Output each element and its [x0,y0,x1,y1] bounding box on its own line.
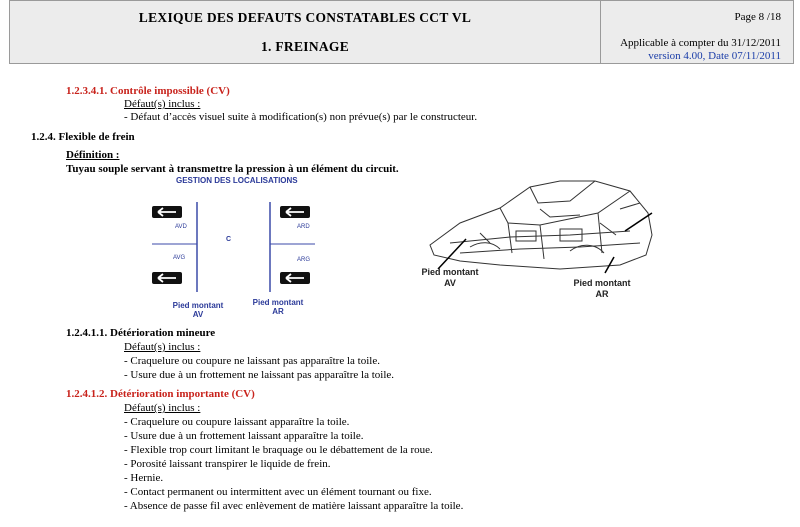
label-avd: AVD [175,224,187,230]
car-pied-montant-av-label: Pied montant AV [421,267,479,288]
list-item: - Absence de passe fil avec enlèvement de matière laissant apparaître la toile. [124,500,464,512]
list-item: - Porosité laissant transpirer le liquide de frein. [124,458,331,470]
list-item: - Craquelure ou coupure ne laissant pas apparaître la toile. [124,355,380,367]
label-avg: AVG [173,255,186,261]
list-item: - Flexible trop court limitant le braquage ou le débattement de la roue. [124,444,433,456]
document-title: LEXIQUE DES DEFAUTS CONSTATABLES CCT VL [138,10,472,25]
heading-124: 1.2.4. Flexible de frein [31,131,135,143]
pied-montant-av-label: Pied montant AV [172,301,224,319]
list-item: - Usure due à un frottement ne laissant pas apparaître la toile. [124,369,395,381]
wheel-ar-top [280,206,310,218]
car-pied-montant-ar-label: Pied montant AR [573,278,631,299]
wheel-position-diagram [140,192,340,312]
list-item: - Craquelure ou coupure laissant apparaître la toile. [124,416,350,428]
label-center: C [226,236,232,243]
definition-label: Définition : [66,149,120,161]
label-ard: ARD [297,224,310,230]
pied-montant-ar-label: Pied montant AR [252,298,304,316]
list-item: - Défaut d’accès visuel suite à modification(s) non prévue(s) par le constructeur. [124,111,478,123]
definition-text: Tuyau souple servant à transmettre la pression à un élément du circuit. [66,163,399,175]
defauts-label-12412: Défaut(s) inclus : [124,402,201,414]
wheel-av-bottom [152,272,182,284]
defauts-label-12411: Défaut(s) inclus : [124,341,201,353]
diagram-title: GESTION DES LOCALISATIONS [176,176,298,185]
defauts-label-12341: Défaut(s) inclus : [124,98,201,110]
page-number: Page 8 /18 [734,11,781,23]
list-item: - Usure due à un frottement laissant apparaître la toile. [124,430,364,442]
document-header [9,0,794,64]
applicable-date: Applicable à compter du 31/12/2011 [620,37,781,49]
heading-12411: 1.2.4.1.1. Détérioration mineure [66,327,216,339]
list-item: - Hernie. [124,472,164,484]
heading-12341: 1.2.3.4.1. Contrôle impossible (CV) [66,85,230,97]
label-arg: ARG [297,257,311,263]
wheel-av-top [152,206,182,218]
section-title: 1. FREINAGE [260,39,350,54]
list-item: - Contact permanent ou intermittent avec un élément tournant ou fixe. [124,486,432,498]
wheel-ar-bottom [280,272,310,284]
version-info: version 4.00, Date 07/11/2011 [648,50,781,62]
heading-12412: 1.2.4.1.2. Détérioration importante (CV) [66,388,255,400]
